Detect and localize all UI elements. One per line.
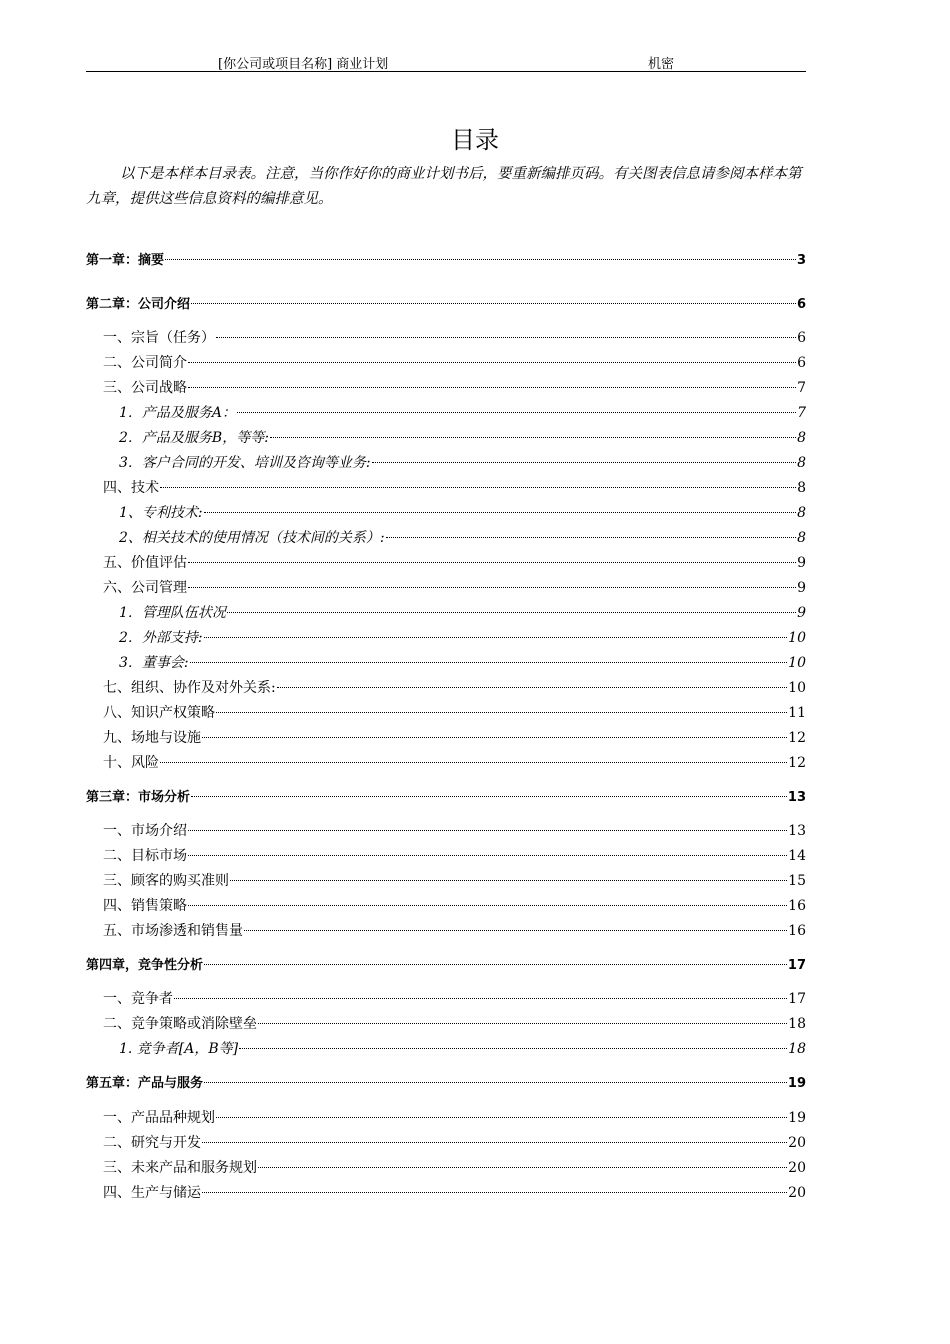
toc-entry-title: 十、风险 (103, 755, 159, 771)
toc-section-entry[interactable] (86, 327, 806, 347)
toc-section-entry[interactable] (86, 527, 806, 547)
toc-page-number: 8 (797, 480, 806, 496)
toc-section-entry[interactable] (86, 552, 806, 572)
toc-dot-leader (202, 1142, 787, 1143)
toc-page-number: 14 (788, 848, 806, 864)
toc-entry-title: 三、未来产品和服务规划 (103, 1160, 257, 1176)
toc-dot-leader (239, 1048, 787, 1049)
toc-dot-leader (230, 880, 787, 881)
toc-dot-leader (174, 998, 787, 999)
toc-section-entry[interactable] (86, 352, 806, 372)
toc-entry-title: 1．产品及服务A： (119, 405, 237, 421)
toc-entry-title: 六、公司管理 (103, 580, 187, 596)
toc-page-number: 16 (788, 898, 806, 914)
toc-entry-title: 五、价值评估 (103, 555, 187, 571)
toc-chapter-entry[interactable] (86, 1072, 806, 1091)
toc-entry-title: 一、竞争者 (103, 991, 173, 1007)
toc-page-number: 6 (797, 330, 806, 346)
toc-dot-leader (165, 259, 796, 260)
toc-section-entry[interactable] (86, 920, 806, 940)
toc-dot-leader (160, 487, 796, 488)
toc-section-entry[interactable] (86, 845, 806, 865)
toc-section-entry[interactable] (86, 752, 806, 772)
toc-section-entry[interactable] (86, 1038, 806, 1058)
toc-dot-leader (244, 930, 787, 931)
toc-entry-title: 二、公司简介 (103, 355, 187, 371)
toc-section-entry[interactable] (86, 702, 806, 722)
toc-dot-leader (191, 303, 796, 304)
toc-page-number: 20 (788, 1160, 806, 1176)
toc-page-number: 8 (797, 505, 806, 521)
toc-dot-leader (216, 1117, 787, 1118)
toc-page-number: 6 (797, 355, 806, 371)
toc-page-number: 6 (796, 297, 806, 312)
toc-dot-leader (191, 796, 787, 797)
toc-dot-leader (188, 562, 796, 563)
toc-page-number: 10 (788, 655, 806, 671)
toc-dot-leader (372, 462, 796, 463)
toc-page-number: 15 (788, 873, 806, 889)
toc-chapter-entry[interactable] (86, 786, 806, 805)
toc-section-entry[interactable] (86, 577, 806, 597)
toc-page-number: 7 (797, 405, 806, 421)
toc-section-entry[interactable] (86, 652, 806, 672)
toc-page-number: 8 (797, 430, 806, 446)
toc-chapter-entry[interactable] (86, 954, 806, 973)
toc-dot-leader (204, 1082, 787, 1083)
toc-entry-title: 三、顾客的购买准则 (103, 873, 229, 889)
toc-entry-title: 二、竞争策略或消除壁垒 (103, 1016, 257, 1032)
toc-section-entry[interactable] (86, 727, 806, 747)
toc-page-number: 10 (788, 630, 806, 646)
toc-dot-leader (204, 637, 788, 638)
toc-page-number: 9 (797, 555, 806, 571)
toc-entry-title: 三、公司战略 (103, 380, 187, 396)
toc-entry-title: 一、宗旨（任务） (103, 330, 215, 346)
toc-page-number: 17 (787, 958, 806, 973)
toc-page-number: 10 (788, 680, 806, 696)
toc-dot-leader (258, 1023, 787, 1024)
toc-section-entry[interactable] (86, 820, 806, 840)
toc-page-number: 3 (796, 253, 806, 268)
toc-page-number: 20 (788, 1135, 806, 1151)
toc-dot-leader (188, 362, 796, 363)
toc-page-number: 18 (788, 1016, 806, 1032)
toc-entry-title: 2、相关技术的使用情况（技术间的关系）: (119, 530, 385, 546)
header-document-name: [你公司或项目名称] 商业计划 (218, 57, 389, 72)
toc-dot-leader (258, 1167, 787, 1168)
toc-section-entry[interactable] (86, 988, 806, 1008)
toc-section-entry[interactable] (86, 1013, 806, 1033)
toc-page-number: 12 (788, 755, 806, 771)
toc-dot-leader (216, 712, 787, 713)
toc-entry-title: 一、市场介绍 (103, 823, 187, 839)
toc-page-number: 8 (797, 530, 806, 546)
toc-section-entry[interactable] (86, 377, 806, 397)
toc-page-number: 19 (788, 1110, 806, 1126)
toc-section-entry[interactable] (86, 427, 806, 447)
toc-dot-leader (227, 612, 796, 613)
toc-dot-leader (277, 687, 787, 688)
toc-entry-title: 一、产品品种规划 (103, 1110, 215, 1126)
toc-dot-leader (188, 855, 787, 856)
toc-page-number: 7 (797, 380, 806, 396)
toc-section-entry[interactable] (86, 627, 806, 647)
page-header (86, 51, 806, 72)
toc-section-entry[interactable] (86, 602, 806, 622)
toc-dot-leader (202, 737, 787, 738)
toc-entry-title: 九、场地与设施 (103, 730, 201, 746)
toc-entry-title: 第五章：产品与服务 (86, 1076, 204, 1091)
toc-section-entry[interactable] (86, 677, 806, 697)
toc-section-entry[interactable] (86, 402, 806, 422)
toc-section-entry[interactable] (86, 1157, 806, 1177)
page-title: 目录 (451, 126, 499, 154)
toc-entry-title: 1. 竞争者[A，B等] (119, 1041, 239, 1057)
toc-section-entry[interactable] (86, 452, 806, 472)
toc-entry-title: 第四章，竞争性分析 (86, 958, 204, 973)
toc-entry-title: 1、专利技术: (119, 505, 203, 521)
toc-dot-leader (188, 905, 787, 906)
toc-page-number: 11 (788, 705, 806, 721)
toc-dot-leader (188, 587, 796, 588)
toc-dot-leader (237, 412, 796, 413)
toc-page-number: 16 (788, 923, 806, 939)
toc-entry-title: 二、研究与开发 (103, 1135, 201, 1151)
toc-page-number: 9 (797, 580, 806, 596)
toc-entry-title: 四、技术 (103, 480, 159, 496)
toc-dot-leader (160, 762, 787, 763)
toc-entry-title: 第三章：市场分析 (86, 790, 191, 805)
toc-entry-title: 七、组织、协作及对外关系: (103, 680, 276, 696)
toc-entry-title: 3．董事会: (119, 655, 189, 671)
header-confidential-label: 机密 (648, 57, 675, 72)
toc-page-number: 8 (797, 455, 806, 471)
toc-entry-title: 1．管理队伍状况 (119, 605, 226, 621)
toc-entry-title: 八、知识产权策略 (103, 705, 215, 721)
toc-dot-leader (204, 964, 787, 965)
toc-page-number: 13 (788, 823, 806, 839)
toc-entry-title: 第一章：摘要 (86, 253, 165, 268)
toc-entry-title: 五、市场渗透和销售量 (103, 923, 243, 939)
toc-section-entry[interactable] (86, 1182, 806, 1202)
toc-page-number: 18 (788, 1041, 806, 1057)
toc-dot-leader (188, 830, 787, 831)
toc-entry-title: 2．外部支持: (119, 630, 203, 646)
toc-page-number: 19 (787, 1076, 806, 1091)
toc-section-entry[interactable] (86, 895, 806, 915)
toc-dot-leader (216, 337, 796, 338)
toc-dot-leader (188, 387, 796, 388)
toc-dot-leader (202, 1192, 787, 1193)
toc-section-entry[interactable] (86, 477, 806, 497)
toc-page-number: 20 (788, 1185, 806, 1201)
toc-chapter-entry[interactable] (86, 293, 806, 312)
toc-dot-leader (386, 537, 796, 538)
toc-page-number: 17 (788, 991, 806, 1007)
toc-entry-title: 四、生产与储运 (103, 1185, 201, 1201)
toc-entry-title: 2．产品及服务B，等等: (119, 430, 269, 446)
toc-dot-leader (270, 437, 796, 438)
toc-page-number: 12 (788, 730, 806, 746)
toc-chapter-entry[interactable] (86, 249, 806, 268)
toc-entry-title: 第二章：公司介绍 (86, 297, 191, 312)
toc-entry-title: 3．客户合同的开发、培训及咨询等业务: (119, 455, 371, 471)
toc-section-entry[interactable] (86, 870, 806, 890)
toc-dot-leader (204, 512, 796, 513)
toc-entry-title: 二、目标市场 (103, 848, 187, 864)
toc-page-number: 9 (797, 605, 806, 621)
toc-section-entry[interactable] (86, 502, 806, 522)
toc-section-entry[interactable] (86, 1132, 806, 1152)
toc-page-number: 13 (787, 790, 806, 805)
toc-entry-title: 四、销售策略 (103, 898, 187, 914)
intro-paragraph: 以下是本样本目录表。注意，当你作好你的商业计划书后，要重新编排页码。有关图表信息请参阅本样本第九章，提供这些信息资料的编排意见。 (86, 166, 802, 207)
toc-section-entry[interactable] (86, 1107, 806, 1127)
toc-dot-leader (190, 662, 788, 663)
